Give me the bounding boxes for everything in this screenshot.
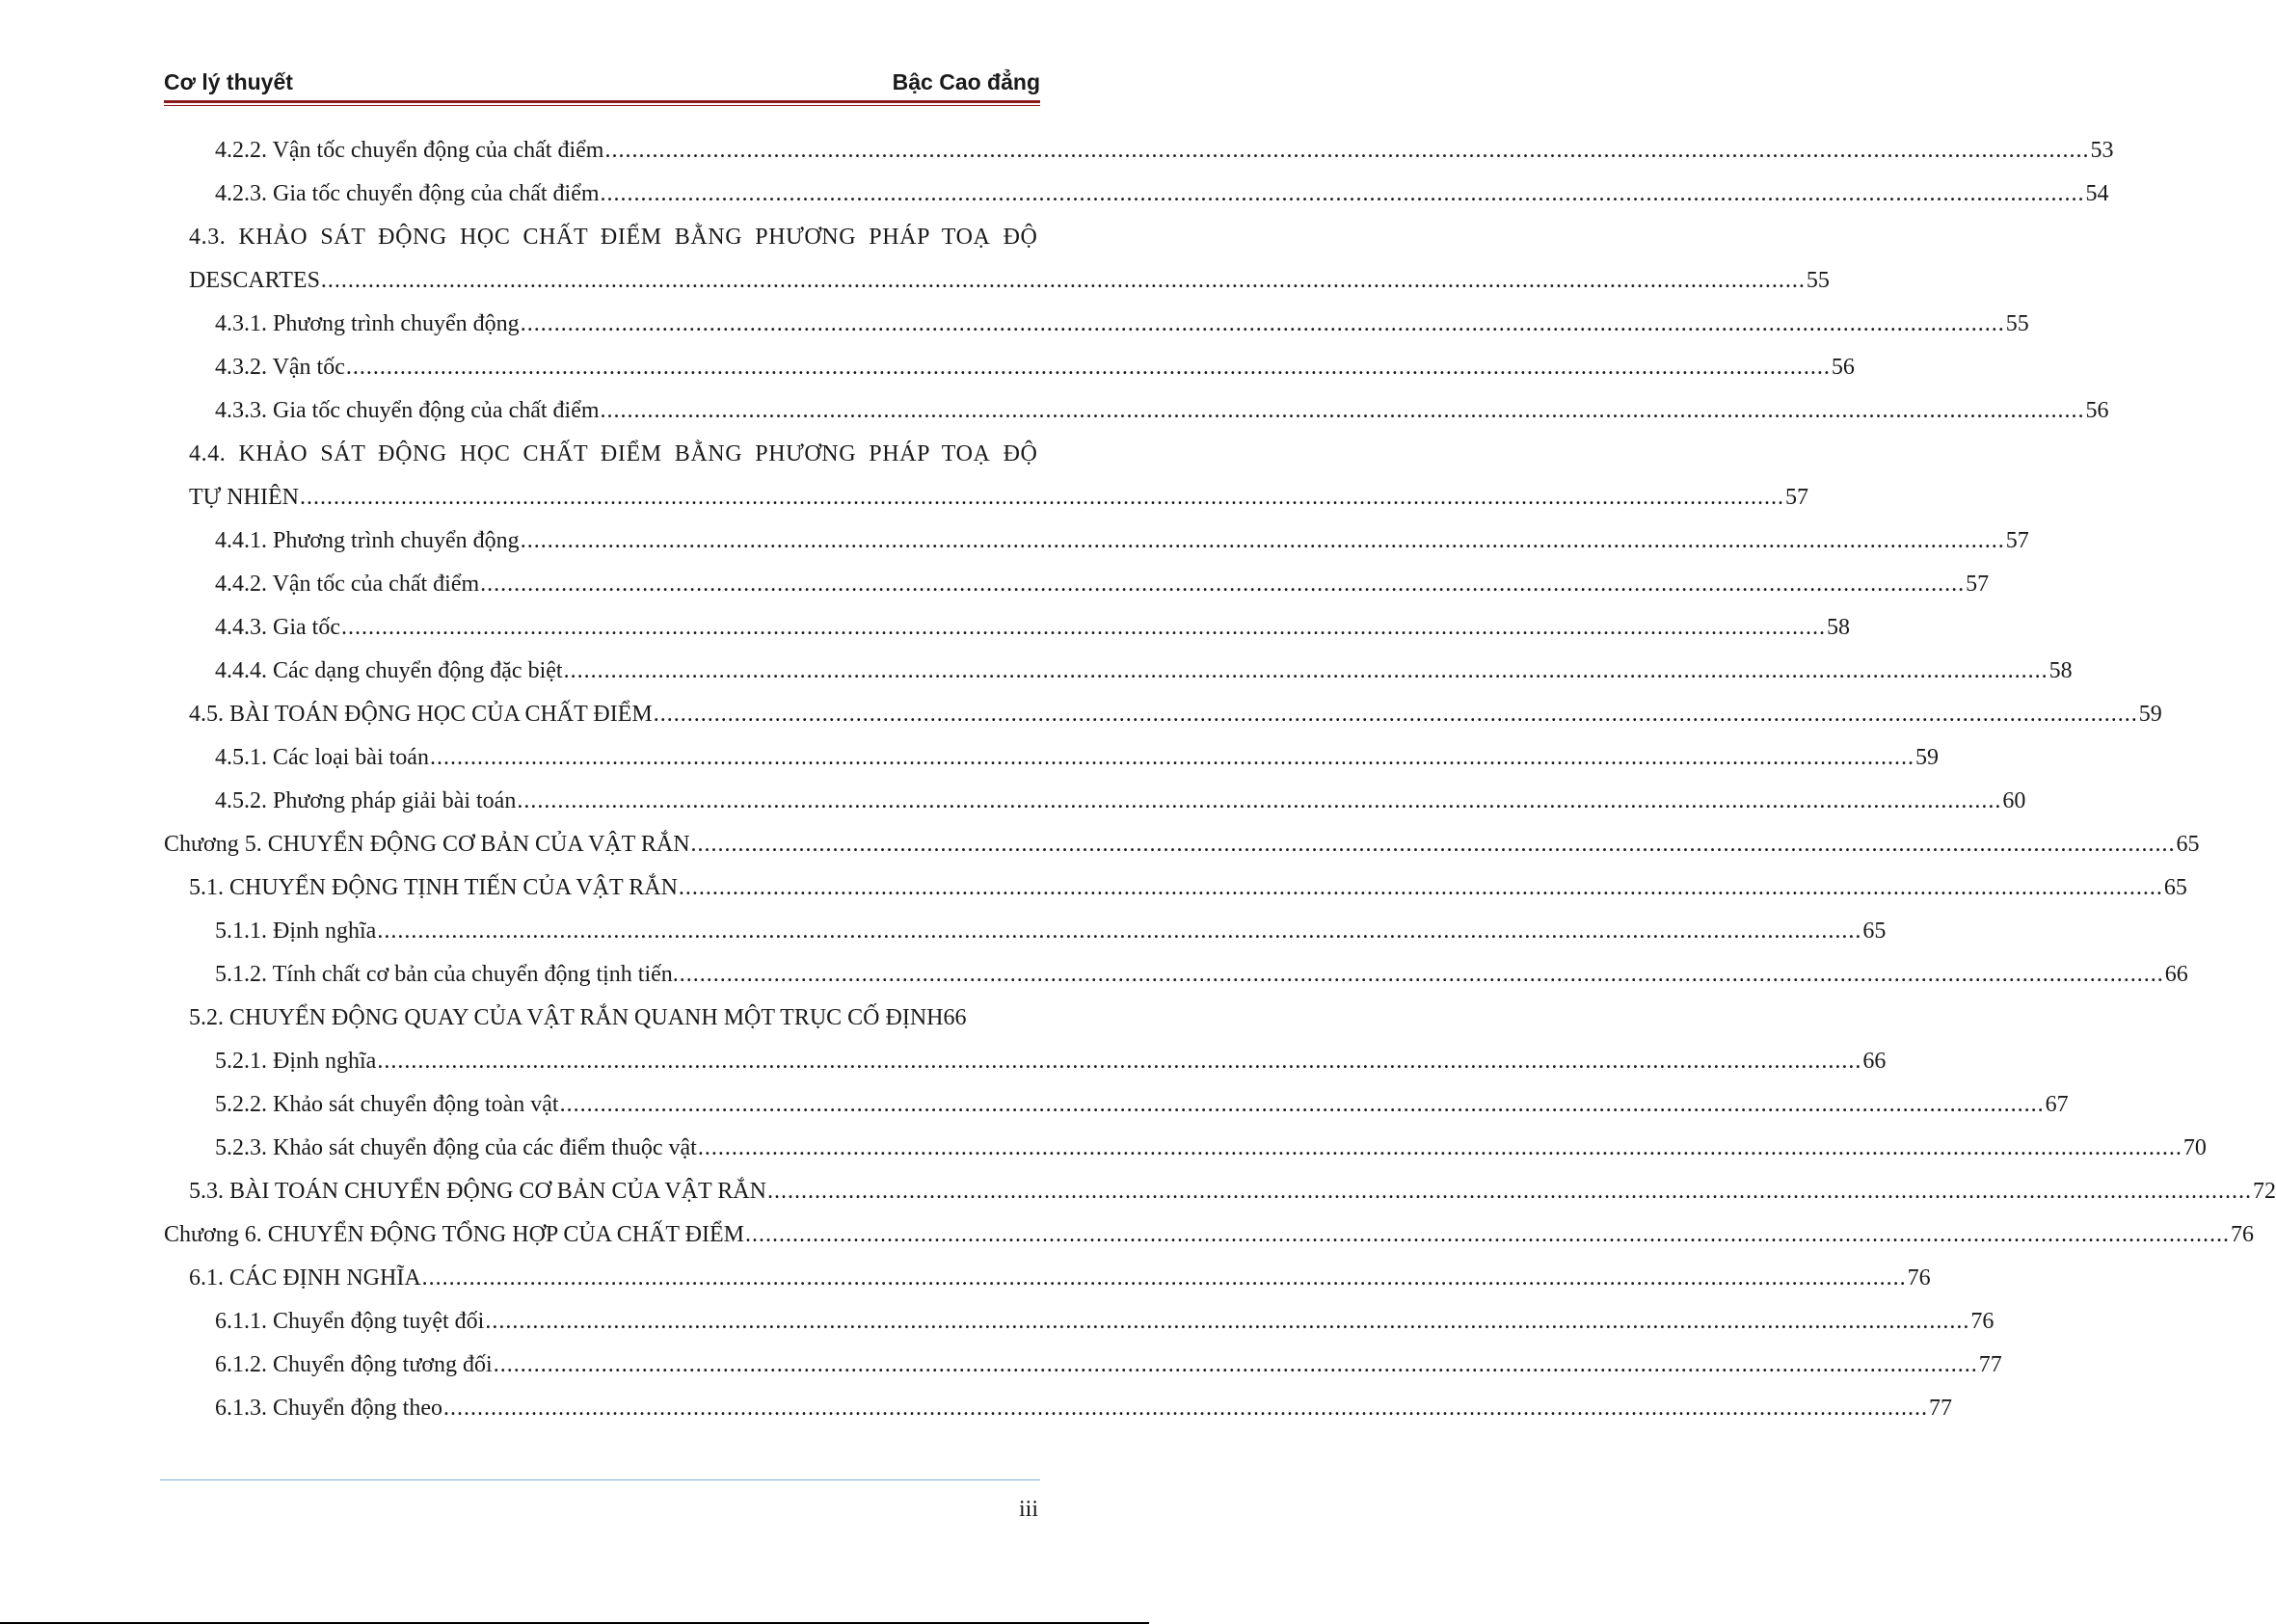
toc-dot-leader: ............................................................................................................................................................................................................................ — [604, 138, 2090, 163]
toc-entry — [164, 129, 2114, 173]
toc-entry — [164, 1127, 2207, 1170]
toc-entry — [164, 693, 2162, 736]
toc-entry-title: 4.4. KHẢO SÁT ĐỘNG HỌC CHẤT ĐIỂM BẰNG PHƯƠNG PHÁP TOẠ ĐỘ — [189, 441, 1038, 466]
toc-entry-title: 4.3.3. Gia tốc chuyển động của chất điểm — [215, 398, 600, 423]
toc-entry-title: 5.1. CHUYỂN ĐỘNG TỊNH TIẾN CỦA VẬT RẮN — [189, 875, 678, 900]
toc-entry-title: 5.3. BÀI TOÁN CHUYỂN ĐỘNG CƠ BẢN CỦA VẬT RẮN — [189, 1179, 766, 1204]
toc-dot-leader: ............................................................................................................................................................................................................................ — [517, 788, 2002, 813]
page-header — [164, 66, 1040, 102]
toc-entry-title: 6.1.1. Chuyển động tuyệt đối — [215, 1309, 485, 1334]
toc-dot-leader: ............................................................................................................................................................................................................................ — [744, 1222, 2230, 1247]
toc-entry — [164, 997, 1038, 1040]
toc-entry-title: 4.4.4. Các dạng chuyển động đặc biệt — [215, 658, 563, 683]
toc-page-number: 76 — [1970, 1309, 1995, 1334]
toc-entry — [164, 1040, 1887, 1083]
toc-entry — [164, 433, 1038, 476]
toc-dot-leader: ............................................................................................................................................................................................................................ — [697, 1135, 2182, 1160]
toc-page-number: 59 — [1915, 745, 1939, 770]
toc-entry-title: 4.5.1. Các loại bài toán — [215, 745, 429, 770]
toc-entry — [164, 736, 1939, 780]
toc-dot-leader: ............................................................................................................................................................................................................................ — [653, 702, 2138, 727]
toc-entry — [164, 910, 1887, 953]
toc-dot-leader: ............................................................................................................................................................................................................................ — [600, 398, 2085, 423]
toc-entry-title: 6.1. CÁC ĐỊNH NGHĨA — [189, 1265, 421, 1291]
toc-entry — [164, 606, 1850, 650]
toc-entry-title: 5.1.1. Định nghĩa — [215, 918, 377, 944]
toc-page-number: 66 — [1862, 1049, 1887, 1074]
toc-page-number: 60 — [2002, 788, 2026, 813]
toc-dot-leader: ............................................................................................................................................................................................................................ — [299, 485, 1784, 510]
toc-page-number: 67 — [2045, 1092, 2069, 1117]
toc-entry-title: 4.3.1. Phương trình chuyển động — [215, 311, 520, 336]
toc-dot-leader: ............................................................................................................................................................................................................................ — [345, 355, 1831, 380]
toc-page-number: 72 — [2252, 1179, 2276, 1204]
toc-entry — [164, 780, 2026, 823]
toc-entry-title: 6.1.2. Chuyển động tương đối — [215, 1352, 493, 1377]
toc-page-number: 55 — [1806, 268, 1830, 293]
toc-entry — [164, 389, 2109, 433]
toc-page-number: 55 — [2005, 311, 2029, 336]
toc-entry-title: 4.3. KHẢO SÁT ĐỘNG HỌC CHẤT ĐIỂM BẰNG PHƯƠNG PHÁP TOẠ ĐỘ — [189, 225, 1038, 250]
toc-page-number: 76 — [2230, 1222, 2254, 1247]
toc-entry-title-continuation: DESCARTES — [189, 268, 320, 293]
toc-dot-leader: ............................................................................................................................................................................................................................ — [480, 572, 1966, 597]
footer-rule — [160, 1479, 1040, 1480]
toc-entry — [164, 1300, 1995, 1344]
toc-entry — [164, 216, 1038, 259]
toc-dot-leader: ............................................................................................................................................................................................................................ — [485, 1309, 1970, 1334]
toc-entry — [164, 1344, 2002, 1387]
toc-dot-leader: ............................................................................................................................................................................................................................ — [377, 918, 1862, 944]
toc-page-number: 66 — [943, 1005, 967, 1030]
toc-entry-title: 4.3.2. Vận tốc — [215, 355, 345, 380]
toc-dot-leader: ............................................................................................................................................................................................................................ — [559, 1092, 2045, 1117]
toc-entry-title: 4.4.2. Vận tốc của chất điểm — [215, 572, 480, 597]
header-rule-thin — [164, 105, 1040, 106]
toc-entry-title: 4.2.3. Gia tốc chuyển động của chất điểm — [215, 181, 600, 206]
toc-entry-title: 4.4.1. Phương trình chuyển động — [215, 528, 520, 553]
toc-dot-leader: ............................................................................................................................................................................................................................ — [679, 962, 2164, 987]
toc-dot-leader: ............................................................................................................................................................................................................................ — [377, 1049, 1862, 1074]
toc-entry-title: 6.1.3. Chuyển động theo — [215, 1396, 442, 1421]
toc-page-number: 57 — [1966, 572, 1990, 597]
toc-page-number: 53 — [2090, 138, 2114, 163]
toc-page-number: 58 — [1826, 615, 1850, 640]
toc-page-number: 70 — [2182, 1135, 2207, 1160]
toc-entry — [164, 953, 2188, 997]
toc-page-number: 66 — [2164, 962, 2188, 987]
page-number: iii — [1018, 1497, 1038, 1522]
toc-dot-leader: ............................................................................................................................................................................................................................ — [600, 181, 2085, 206]
toc-entry-title: 5.2.3. Khảo sát chuyển động của các điểm thuộc vật — [215, 1135, 697, 1160]
toc-entry — [164, 1257, 1931, 1300]
toc-page-number: 77 — [1978, 1352, 2002, 1377]
header-right-title: Bậc Cao đẳng — [892, 69, 1040, 94]
toc-dot-leader: ............................................................................................................................................................................................................................ — [690, 832, 2176, 857]
toc-page-number: 56 — [1831, 355, 1855, 380]
toc-entry-title: 5.2.2. Khảo sát chuyển động toàn vật — [215, 1092, 559, 1117]
toc-entry — [164, 346, 1855, 389]
toc-entry-title: 5.2.1. Định nghĩa — [215, 1049, 377, 1074]
toc-entry — [164, 173, 2109, 216]
toc-page-number: 59 — [2138, 702, 2162, 727]
toc-entry — [164, 866, 2187, 910]
toc-dot-leader: ............................................................................................................................................................................................................................ — [563, 658, 2048, 683]
toc-entry-title: 5.2. CHUYỂN ĐỘNG QUAY CỦA VẬT RẮN QUANH MỘT TRỤC CỐ ĐỊNH — [189, 1005, 944, 1030]
toc-page-number: 57 — [2005, 528, 2029, 553]
toc-entry-title: 4.5. BÀI TOÁN ĐỘNG HỌC CỦA CHẤT ĐIỂM — [189, 702, 653, 727]
toc-entry — [164, 1170, 2276, 1213]
toc-page-number: 77 — [1928, 1396, 1952, 1421]
toc-entry-title: Chương 6. CHUYỂN ĐỘNG TỔNG HỢP CỦA CHẤT ĐIỂM — [164, 1222, 744, 1247]
toc-entry-title: 4.2.2. Vận tốc chuyển động của chất điểm — [215, 138, 604, 163]
toc-entry — [164, 519, 2029, 563]
toc-page-number: 65 — [1862, 918, 1887, 944]
toc-entry — [164, 1083, 2069, 1127]
toc-dot-leader: ............................................................................................................................................................................................................................ — [766, 1179, 2252, 1204]
toc-dot-leader: ............................................................................................................................................................................................................................ — [520, 528, 2005, 553]
toc-page-number: 65 — [2163, 875, 2187, 900]
toc-entry — [164, 650, 2073, 693]
toc-dot-leader: ............................................................................................................................................................................................................................ — [340, 615, 1826, 640]
toc-dot-leader: ............................................................................................................................................................................................................................ — [442, 1396, 1928, 1421]
toc-dot-leader: ............................................................................................................................................................................................................................ — [429, 745, 1915, 770]
toc-entry-title: Chương 5. CHUYỂN ĐỘNG CƠ BẢN CỦA VẬT RẮN — [164, 832, 690, 857]
toc-entry-continuation — [164, 259, 1830, 303]
toc-entry — [164, 563, 1990, 606]
toc-page-number: 54 — [2085, 181, 2109, 206]
toc-entry — [164, 1213, 2254, 1257]
toc-entry-title: 4.4.3. Gia tốc — [215, 615, 340, 640]
toc-entry-title: 4.5.2. Phương pháp giải bài toán — [215, 788, 517, 813]
toc-page-number: 56 — [2085, 398, 2109, 423]
toc-page-number: 57 — [1784, 485, 1808, 510]
toc-dot-leader: ............................................................................................................................................................................................................................ — [421, 1265, 1907, 1291]
toc-entry-title: 5.1.2. Tính chất cơ bản của chuyển động tịnh tiến. — [215, 962, 679, 987]
toc-page-number: 76 — [1907, 1265, 1931, 1291]
toc-entry — [164, 1387, 1952, 1430]
toc-page-number: 65 — [2176, 832, 2200, 857]
table-of-contents — [164, 129, 2276, 1430]
toc-entry-title-continuation: TỰ NHIÊN — [189, 485, 299, 510]
toc-entry — [164, 303, 2029, 346]
toc-dot-leader: ............................................................................................................................................................................................................................ — [493, 1352, 1978, 1377]
header-left-title: Cơ lý thuyết — [164, 69, 293, 94]
toc-dot-leader: ............................................................................................................................................................................................................................ — [520, 311, 2005, 336]
toc-entry — [164, 823, 2200, 866]
toc-entry-continuation — [164, 476, 1808, 519]
toc-page-number: 58 — [2048, 658, 2073, 683]
header-rule-thick — [164, 100, 1040, 103]
toc-dot-leader: ............................................................................................................................................................................................................................ — [678, 875, 2163, 900]
toc-dot-leader: ............................................................................................................................................................................................................................ — [320, 268, 1806, 293]
